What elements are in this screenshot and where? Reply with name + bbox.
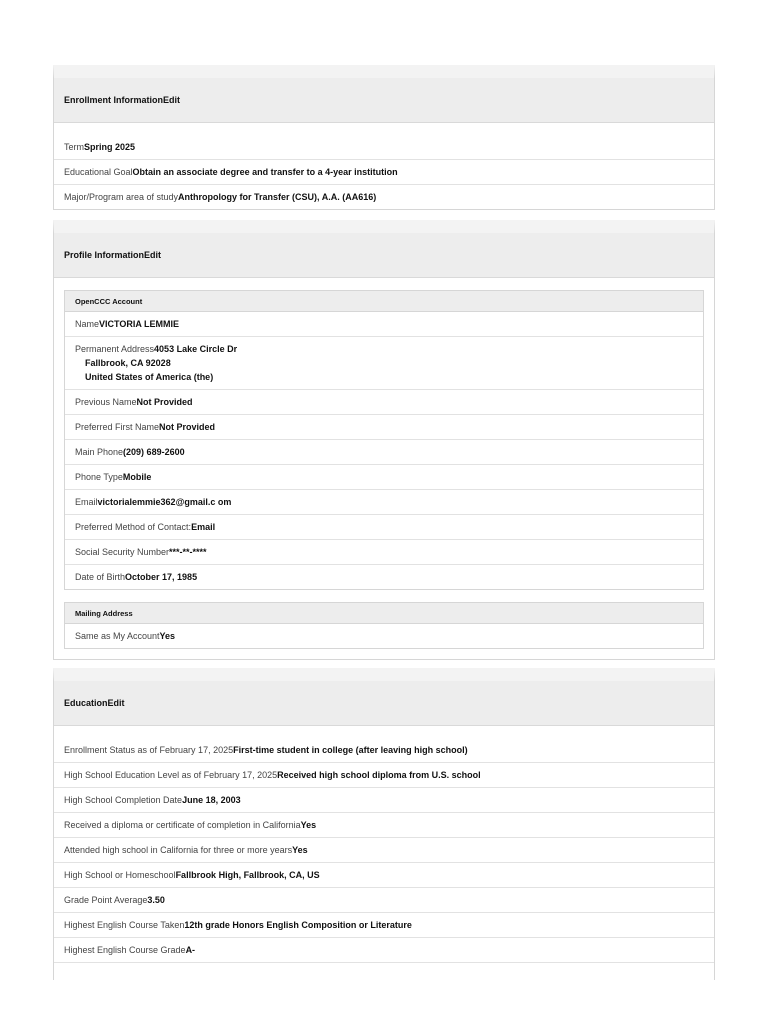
enrollment-row-goal <box>54 160 714 185</box>
row-label: Permanent Address <box>75 344 155 354</box>
row-label: Educational Goal <box>64 167 133 177</box>
row-label: High School Education Level as of February 17, 2025 <box>64 770 278 780</box>
row-label: Main Phone <box>75 447 124 457</box>
row-value: Received high school diploma from U.S. school <box>277 770 481 780</box>
education-row <box>54 788 714 813</box>
row-label: Attended high school in California for three or more years <box>64 845 293 855</box>
row-label: High School Completion Date <box>64 795 183 805</box>
education-title: Education <box>64 698 108 708</box>
account-row-main-phone <box>65 440 703 465</box>
row-value: VICTORIA LEMMIE <box>99 319 180 329</box>
row-label: Date of Birth <box>75 572 126 582</box>
address-line-3: United States of America (the) <box>85 372 214 382</box>
row-value: Spring 2025 <box>84 142 136 152</box>
row-value: Not Provided <box>159 422 216 432</box>
row-label: Preferred First Name <box>75 422 160 432</box>
row-label: Major/Program area of study <box>64 192 179 202</box>
enrollment-panel <box>53 65 715 210</box>
row-label: Phone Type <box>75 472 123 482</box>
row-value: 3.50 <box>147 895 165 905</box>
row-label: High School or Homeschool <box>64 870 176 880</box>
row-value: A- <box>185 945 196 955</box>
account-row-phone-type <box>65 465 703 490</box>
education-row <box>54 763 714 788</box>
profile-header <box>54 233 714 278</box>
education-row <box>54 738 714 763</box>
row-value: Not Provided <box>136 397 193 407</box>
education-panel <box>53 668 715 980</box>
mailing-address-title: Mailing Address <box>65 603 703 624</box>
education-row <box>54 863 714 888</box>
account-row-dob <box>65 565 703 589</box>
row-value: Yes <box>292 845 308 855</box>
account-row-email <box>65 490 703 515</box>
enrollment-row-major <box>54 185 714 209</box>
account-row-contact-method <box>65 515 703 540</box>
enrollment-row-term <box>54 135 714 160</box>
row-value: Yes <box>159 631 176 641</box>
row-label: Previous Name <box>75 397 137 407</box>
row-value: (209) 689-2600 <box>123 447 185 457</box>
account-row-preferred-first-name <box>65 415 703 440</box>
mailing-address-section <box>64 602 704 649</box>
row-value: 12th grade Honors English Composition or Literature <box>184 920 412 930</box>
education-row <box>54 888 714 913</box>
education-header <box>54 681 714 726</box>
row-label: Name <box>75 319 100 329</box>
education-edit-link[interactable]: Edit <box>107 698 125 708</box>
openccc-account-section <box>64 290 704 590</box>
address-line-2: Fallbrook, CA 92028 <box>85 358 171 368</box>
enrollment-edit-link[interactable]: Edit <box>163 95 180 105</box>
row-label: Email <box>75 497 98 507</box>
account-row-ssn <box>65 540 703 565</box>
row-label: Term <box>64 142 84 152</box>
row-value: victorialemmie362@gmail.c om <box>97 497 232 507</box>
profile-edit-link[interactable]: Edit <box>144 250 162 260</box>
profile-title: Profile Information <box>64 250 145 260</box>
education-row <box>54 838 714 863</box>
mailing-row-same <box>65 624 703 648</box>
row-value: June 18, 2003 <box>182 795 241 805</box>
row-value: ***-**-**** <box>169 547 207 557</box>
row-label: Received a diploma or certificate of completion in California <box>64 820 301 830</box>
row-label: Enrollment Status as of February 17, 2025 <box>64 745 234 755</box>
row-label: Highest English Course Taken <box>64 920 185 930</box>
row-label: Social Security Number <box>75 547 170 557</box>
row-value: Anthropology for Transfer (CSU), A.A. (AA616) <box>178 192 377 202</box>
account-row-address <box>65 337 703 390</box>
profile-panel <box>53 220 715 660</box>
openccc-account-title: OpenCCC Account <box>65 291 703 312</box>
row-value: October 17, 1985 <box>125 572 198 582</box>
row-label: Highest English Course Grade <box>64 945 186 955</box>
row-value: Email <box>191 522 216 532</box>
row-label: Preferred Method of Contact: <box>75 522 192 532</box>
education-row <box>54 938 714 963</box>
address-line-1: 4053 Lake Circle Dr <box>154 344 238 354</box>
education-row <box>54 813 714 838</box>
row-label: Grade Point Average <box>64 895 148 905</box>
row-value: Obtain an associate degree and transfer to a 4-year institution <box>132 167 398 177</box>
enrollment-title: Enrollment Information <box>64 95 163 105</box>
row-value: Mobile <box>122 472 152 482</box>
row-value: First-time student in college (after leaving high school) <box>233 745 468 755</box>
education-row <box>54 913 714 938</box>
row-label: Same as My Account <box>75 631 160 641</box>
row-value: Yes <box>300 820 317 830</box>
row-value: Fallbrook High, Fallbrook, CA, US <box>175 870 320 880</box>
account-row-previous-name <box>65 390 703 415</box>
account-row-name <box>65 312 703 337</box>
enrollment-header <box>54 78 714 123</box>
